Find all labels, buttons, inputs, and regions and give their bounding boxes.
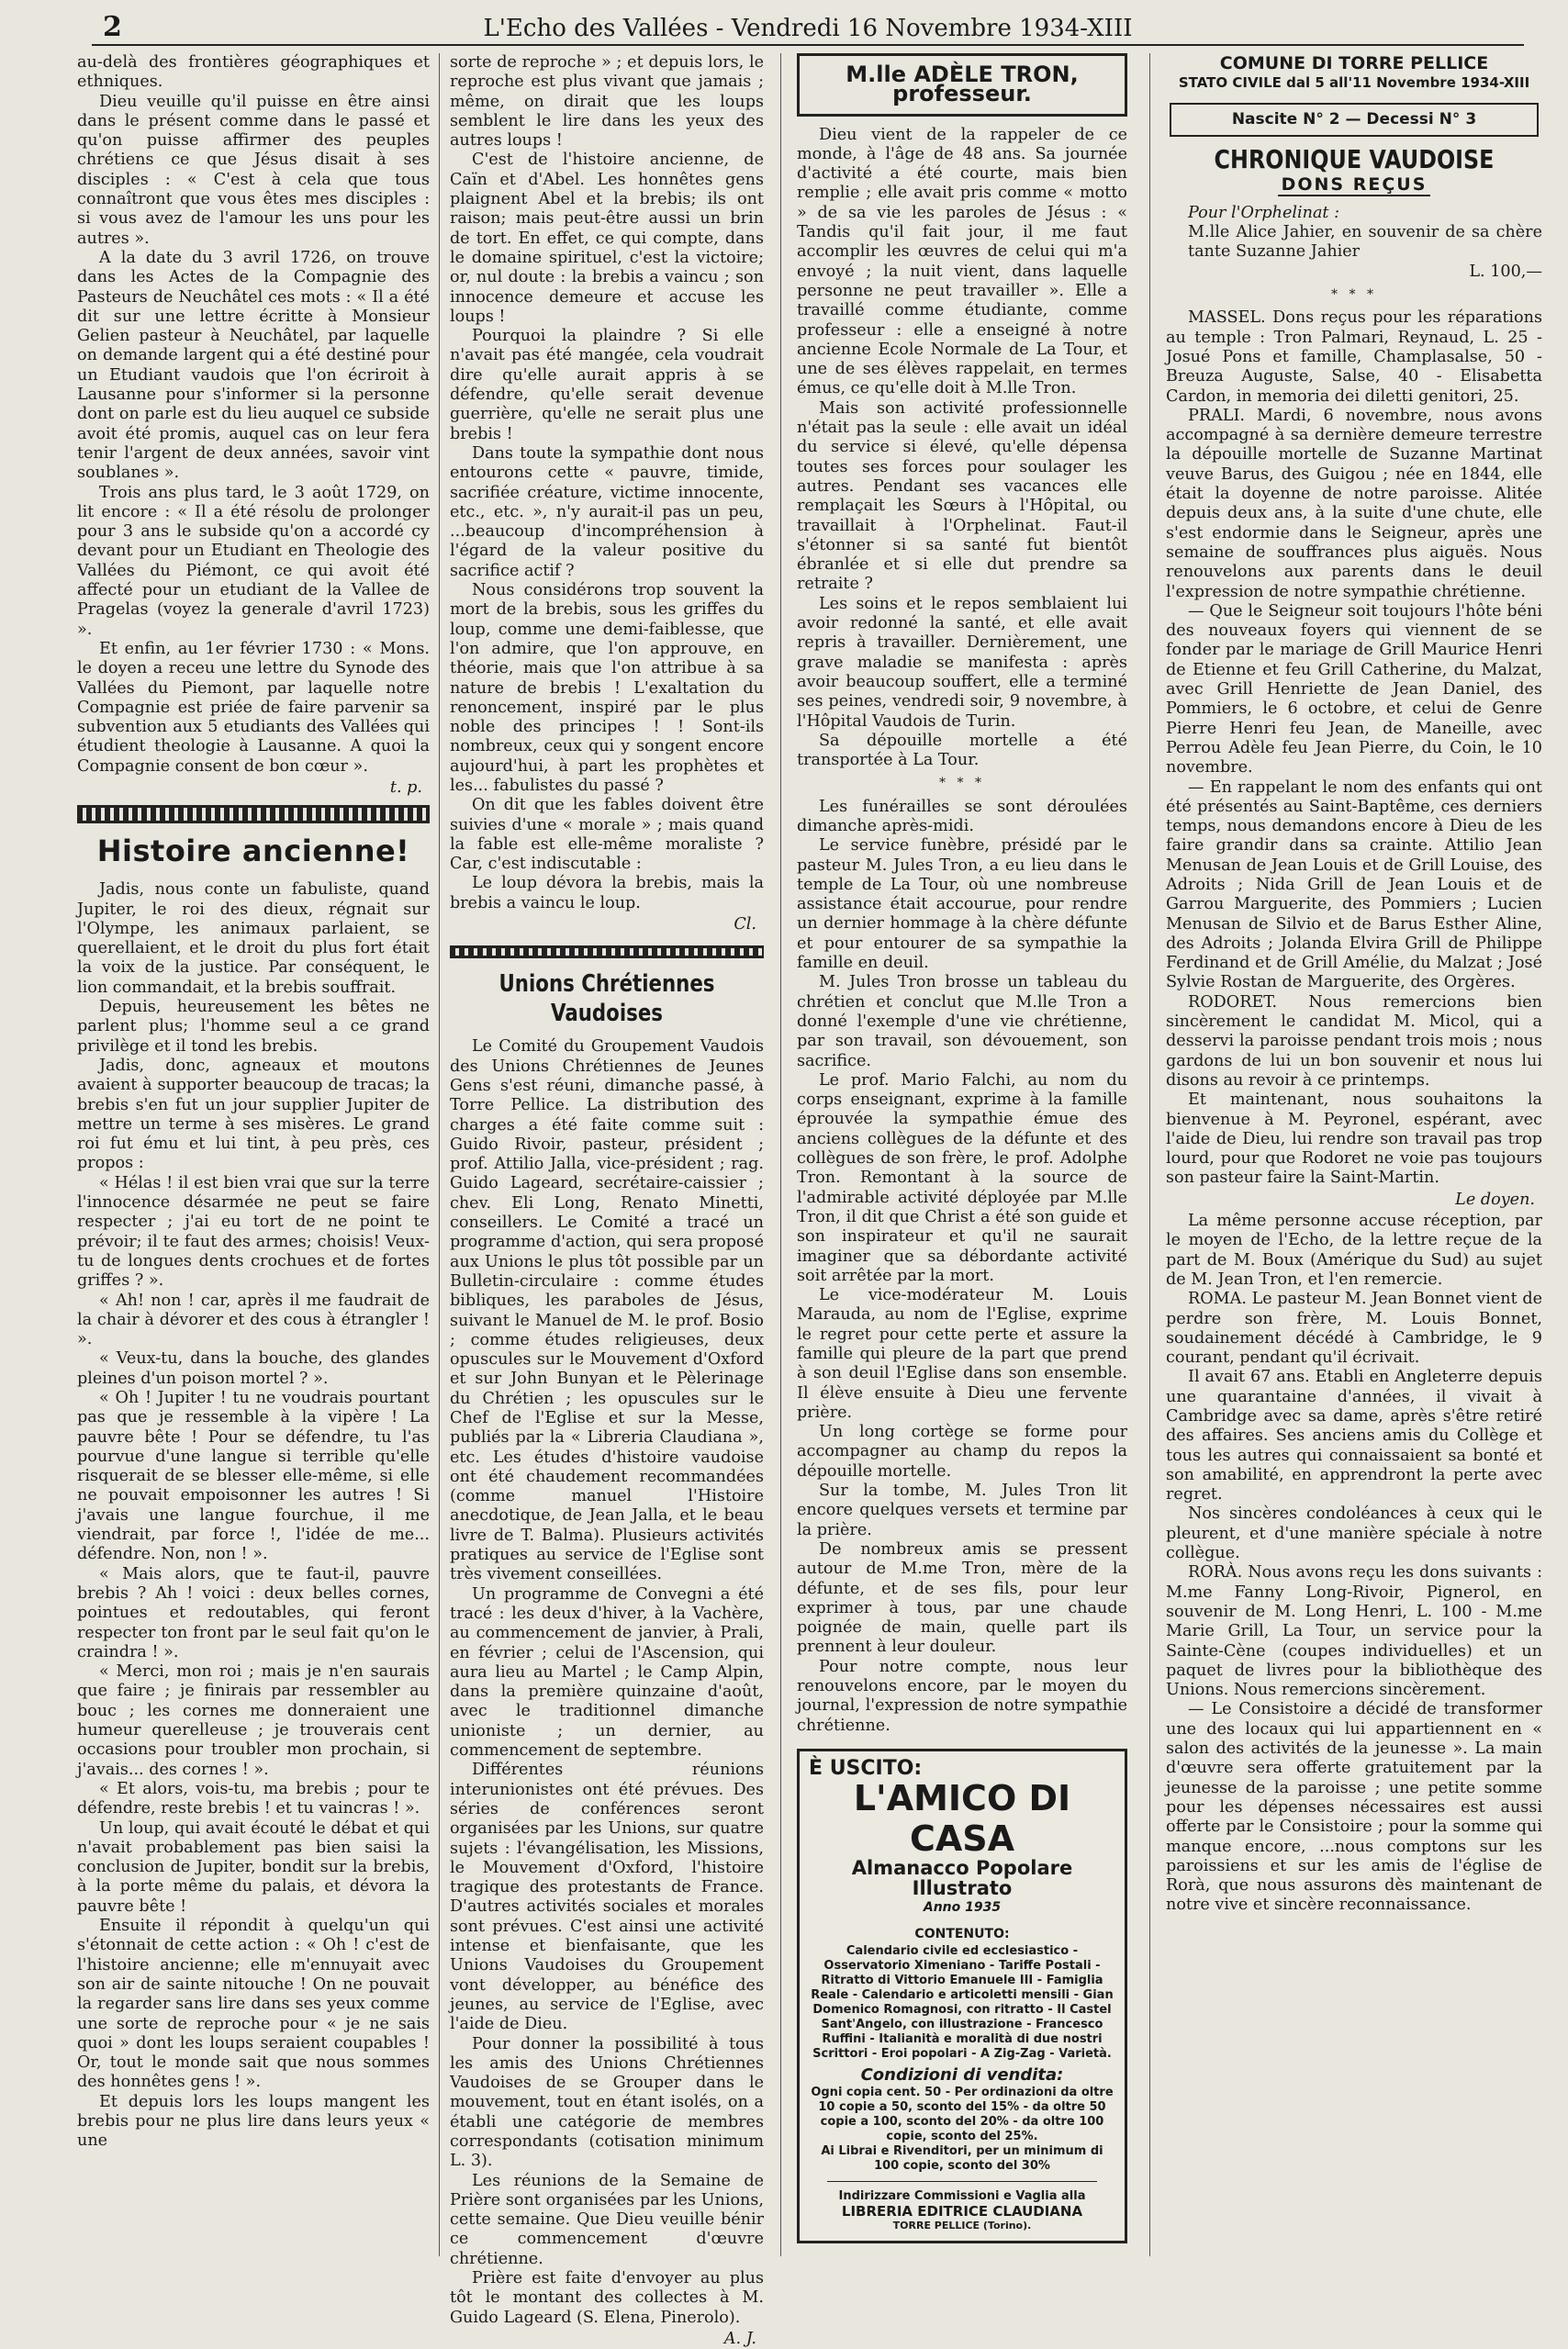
column-rule bbox=[1149, 53, 1150, 2256]
paragraph: On dit que les fables doivent être suivies d'une « morale » ; mais quand la fable est elle-même moraliste ? Car, c'est indiscutable : bbox=[450, 796, 764, 874]
paragraph: Jadis, nous conte un fabuliste, quand Jupiter, le roi des dieux, régnait sur l'Olympe, les animaux parlaient, se querellaient, et le droit du plus fort était la voix de la justice. Par conséquent, le lion commandait, et la brebis souffrait. bbox=[77, 880, 430, 997]
ad-contents: Calendario civile ed ecclesiastico - Osservatorio Ximeniano - Tariffe Postali - Ritratto di Vittorio Emanuele III - Famiglia Reale - Calendario e articoletti mensili - Gian Domenico Romagnosi, con ritratto - Il Castel Sant'Angelo, con illustrazione - Francesco Ruffini - Italianità e moralità di due nostri Scrittori - Eroi popolari - A Zig-Zag - Varietà. bbox=[811, 1944, 1114, 2062]
paragraph: MASSEL. Dons reçus pour les réparations au temple : Tron Palmari, Reynaud, L. 25 - Josué Pons et famille, Champlasalse, 50 - Breuza Auguste, Salse, 40 - Elisabetta Cardon, in memoria dei diletti genitori, 25. bbox=[1166, 308, 1542, 406]
paragraph: Dieu veuille qu'il puisse en être ainsi dans le présent comme dans le passé et qu'on puisse affirmer des peuples chrétiens ce que Jésus disait à ses disciples : « C'est à cela que tous connaîtront que vous êtes mes disciples : si vous avez de l'amour les uns pour les autres ». bbox=[77, 92, 430, 248]
column-rule bbox=[439, 53, 440, 2256]
paragraph: Sa dépouille mortelle a été transportée à La Tour. bbox=[797, 731, 1127, 770]
paragraph: Dieu vient de la rappeler de ce monde, à l'âge de 48 ans. Sa journée d'activité a été courte, mais bien remplie ; elle avait pris comme « motto » de sa vie les paroles de Jésus : « Tandis qu'il fait jour, il me faut accomplir les œuvres de celui qui m'a envoyé ; la nuit vient, dans laquelle personne ne peut travailler ». Elle a travaillé comme étudiante, comme professeur : elle a enseigné à notre ancienne Ecole Normale de La Tour, et une de ses élèves rappelait, en termes émus, ce qu'elle doit à M.lle Tron. bbox=[797, 125, 1127, 398]
paragraph: Les funérailles se sont déroulées dimanche après-midi. bbox=[797, 797, 1127, 835]
article-histoire-ancienne-continued bbox=[450, 53, 764, 934]
asterism: * * * bbox=[1331, 287, 1377, 303]
paragraph: — En rappelant le nom des enfants qui ont été présentés au Saint-Baptême, ces derniers temps, nous demandons encore à Dieu de les faire grandir dans sa crainte. Attilio Jean Menusan de Jean Louis et de Grill Louise, des Adroits ; Nida Grill de Jean Louis et de Garrou Marguerite, des Pommiers ; Lucien Menusan de Silvio et de Barus Esther Aline, des Adroits ; Jolanda Elvira Grill de Philippe Ferdinand et de Grill Amélie, du Malzat ; José Sylvie Rostan de Marguerite, des Orgères. bbox=[1166, 777, 1542, 992]
paragraph: « Merci, mon roi ; mais je n'en saurais que faire ; je finirais par ressembler au bouc ; les cornes me donneraient une humeur querelleuse ; je trouverais cent occasions pour troubler mon prochain, si j'avais... des cornes ! ». bbox=[77, 1662, 430, 1779]
paragraph: Pour donner la possibilité à tous les amis des Unions Chrétiennes Vaudoises de se Grouper dans le mouvement, tout en étant isolés, on a établi une catégorie de membres correspondants (cotisation minimum L. 3). bbox=[450, 2034, 764, 2171]
paragraph: — Le Consistoire a décidé de transformer une des locaux qui lui appartiennent en « salon des activités de la jeunesse ». La main d'œuvre sera offerte gratuitement par la jeunesse de la paroisse ; une petite somme pour les dépenses nécessaires est aussi offerte par le Consistoire ; pour la somme qui manque encore, ...nous comptons sur les paroissiens et sur les amis de l'église de Rorà, que nous assurons dès maintenant de notre vive et sincère reconnaissance. bbox=[1166, 1700, 1542, 1915]
paragraph: Nous considérons trop souvent la mort de la brebis, sous les griffes du loup, comme une demi-faiblesse, que l'on admire, que l'on approuve, en théorie, mais que l'on attribue à sa nature de brebis ! L'exaltation du renoncement, inspiré par le plus noble des principes ! ! Sont-ils nombreux, ceux qui y songent encore aujourd'hui, à part les prophètes et les... fabulistes du passé ? bbox=[450, 581, 764, 795]
dons-recus-heading: DONS REÇUS bbox=[1166, 175, 1542, 195]
paragraph: « Veux-tu, dans la bouche, des glandes pleines d'un poison mortel ? ». bbox=[77, 1349, 430, 1388]
column-3 bbox=[797, 53, 1127, 2265]
paragraph: Jadis, donc, agneaux et moutons avaient à supporter beaucoup de tracas; la brebis s'en fut un jour supplier Jupiter de mettre un terme à ses misères. Le grand roi fut ému et lui tint, à peu près, ces propos : bbox=[77, 1056, 430, 1173]
page-number: 2 bbox=[103, 11, 122, 43]
births-deaths: Nascite N° 2 — Decessi N° 3 bbox=[1231, 110, 1477, 129]
ad-conditions-2: Ai Librai e Rivenditori, per un minimum di 100 copie, sconto del 30% bbox=[821, 2143, 1103, 2173]
paragraph: Sur la tombe, M. Jules Tron lit encore quelques versets et termine par la prière. bbox=[797, 1482, 1127, 1539]
ad-contents-heading: CONTENUTO: bbox=[914, 1927, 1010, 1942]
paragraph: sorte de reproche » ; et depuis lors, le reproche est plus vivant que jamais ; même, on dirait que les loups semblent le lire dans les yeux des autres loups ! bbox=[450, 53, 764, 151]
donation-text: M.lle Alice Jahier, en souvenir de sa chère tante Suzanne Jahier bbox=[1188, 223, 1542, 262]
paragraph: au-delà des frontières géographiques et ethniques. bbox=[77, 53, 430, 92]
signature: Cl. bbox=[734, 915, 756, 934]
paragraph: Pour notre compte, nous leur renouvelons encore, par le moyen du journal, l'expression de notre sympathie chrétienne. bbox=[797, 1657, 1127, 1735]
paragraph: Et maintenant, nous souhaitons la bienvenue à M. Peyronel, espérant, avec l'aide de Dieu, lui rendre son travail pas trop lourd, pour que Rodoret ne voie pas toujours son pasteur faire la Saint-Martin. bbox=[1166, 1091, 1542, 1188]
paragraph: Depuis, heureusement les bêtes ne parlent plus; l'homme seul a ce grand privilège et il tond les brebis. bbox=[77, 998, 430, 1056]
paragraph: « Mais alors, que te faut-il, pauvre brebis ? Ah ! voici : deux belles cornes, pointues et redoutables, qui feront respecter ton front par le seul fait qu'on le craindra ! ». bbox=[77, 1564, 430, 1661]
paragraph: Le loup dévora la brebis, mais la brebis a vaincu le loup. bbox=[450, 874, 764, 912]
column-rule bbox=[780, 53, 781, 2256]
paragraph: « Hélas ! il est bien vrai que sur la terre l'innocence désarmée ne peut se faire respecter ; j'ai eu tort de ne point te prévoir; il te faut des armes; choisis! Veux-tu de longues dents crochues et de fortes griffes ? ». bbox=[77, 1173, 430, 1291]
article-title-histoire-ancienne: Histoire ancienne! bbox=[96, 833, 410, 869]
paragraph: C'est de l'histoire ancienne, de Caïn et d'Abel. Les honnêtes gens plaignent Abel et la brebis; ils ont raison; mais peut-être aussi un brin de tort. En effet, ce qui compte, dans le domaine spirituel, c'est la victoire; or, nul doute : la brebis a vaincu ; son innocence demeure et accuse les loups ! bbox=[450, 151, 764, 326]
paragraph: Un programme de Convegni a été tracé : les deux d'hiver, à la Vachère, au commencement de janvier, à Prali, en février ; celui de l'Ascension, qui aura lieu au Martel ; le Camp Alpin, dans la première quinzaine d'août, avec le traditionnel dimanche unioniste ; un dernier, au commencement de septembre. bbox=[450, 1584, 764, 1761]
article-histoire-ancienne bbox=[77, 880, 430, 2151]
ad-orders: Indirizzare Commissioni e Vaglia alla bbox=[838, 2188, 1086, 2203]
donation-entry bbox=[1166, 223, 1542, 282]
article-title-unions-chretiennes: Unions Chrétiennes Vaudoises bbox=[498, 970, 715, 1028]
paragraph: La même personne accuse réception, par le moyen de l'Echo, de la lettre reçue de la part de M. Boux (Amérique du Sud) au sujet de M. Jean Tron, et l'en remercie. bbox=[1166, 1212, 1542, 1289]
page-header bbox=[92, 7, 1524, 46]
donation-amount: L. 100,— bbox=[1469, 262, 1542, 281]
column-1 bbox=[77, 53, 430, 2265]
obituary-title-box bbox=[797, 53, 1127, 117]
article-pasteurs-neuchatel bbox=[77, 53, 430, 798]
paragraph: Et depuis lors les loups mangent les brebis pour ne plus lire dans leurs yeux « une bbox=[77, 2092, 430, 2151]
paragraph: Le Comité du Groupement Vaudois des Unions Chrétiennes de Jeunes Gens s'est réuni, dimanche passé, à Torre Pellice. La distribution des charges a été faite comme suit : Guido Rivoir, pasteur, président ; prof. Attilio Jalla, vice-président ; rag. Guido Lageard, secrétaire-caissier ; chev. Eli Long, Renato Minetti, conseillers. Le Comité a tracé un programme d'action, qui sera proposé aux Unions le plus tôt possible par un Bulletin-circulaire : comme études bibliques, les paraboles de Jésus, suivant le Manuel de M. le prof. Bosio ; comme études religieuses, deux opuscules sur le Mouvement d'Oxford et sur John Bunyan et le Pèlerinage du Chrétien ; les opuscules sur le Chef de l'Eglise et sur la Messe, publiés par la « Libreria Claudiana », etc. Les études d'histoire vaudoise ont été chaudement recommandées (comme manuel l'Histoire anecdotique, de Jean Jalla, et le beau livre de T. Balma). Plusieurs activités pratiques au service de l'Eglise sont très vivement conseillées. bbox=[450, 1037, 764, 1584]
ad-divider bbox=[827, 2181, 1097, 2182]
births-deaths-box bbox=[1170, 103, 1539, 137]
signature: A. J. bbox=[723, 2329, 756, 2348]
paragraph: Différentes réunions interunionistes ont été prévues. Des séries de conférences seront organisées par les Unions, sur quatre sujets : l'évangélisation, les Missions, le Mouvement d'Oxford, l'histoire tragique des protestants de France. D'autres activités sociales et morales sont prévues. C'est ainsi une activité intense et bienfaisante, que les Unions Vaudoises du Groupement vont développer, au bénéfice des jeunes, au service de l'Eglise, avec l'aide de Dieu. bbox=[450, 1761, 764, 2034]
article-adele-tron bbox=[797, 126, 1127, 1736]
advertisement-amico-di-casa bbox=[797, 1749, 1127, 2243]
paragraph: Trois ans plus tard, le 3 août 1729, on lit encore : « Il a été résolu de prolonger pour 3 ans le subside qu'on a accordé cy devant pour un Etudiant en Theologie des Vallées du Piémont, ce qui avoit été affecté pour un etudiant de la Vallee de Pragelas (voyez la generale d'avril 1723) ». bbox=[77, 483, 430, 639]
paragraph: Nos sincères condoléances à ceux qui le pleurent, et d'une manière spéciale à notre collègue. bbox=[1166, 1504, 1542, 1563]
masthead-title: L'Echo des Vallées - Vendredi 16 Novembre 1934-XIII bbox=[483, 15, 1133, 42]
ad-conditions-heading: Condizioni di vendita: bbox=[860, 2065, 1064, 2086]
signature: Le doyen. bbox=[1455, 1190, 1535, 1209]
paragraph: Les soins et le repos semblaient lui avoir redonné la santé, et elle avait repris à travailler. Dernièrement, une grave maladie se manifesta : après avoir beaucoup souffert, elle a terminé ses peines, vendredi soir, 9 novembre, à l'Hôpital Vaudois de Turin. bbox=[797, 594, 1127, 731]
chronique-entries bbox=[1166, 308, 1542, 1915]
asterism: * * * bbox=[939, 776, 985, 791]
paragraph: Prière est faite d'envoyer au plus tôt le montant des collectes à M. Guido Lageard (S. Elena, Pinerolo). bbox=[450, 2269, 764, 2327]
paragraph: Le vice-modérateur M. Louis Marauda, au nom de l'Eglise, exprime le regret pour cette perte et assure la famille qui pleure de la part que prend à son deuil l'Eglise dans son ensemble. Il élève ensuite à Dieu une fervente prière. bbox=[797, 1286, 1127, 1422]
paragraph: De nombreux amis se pressent autour de M.me Tron, mère de la défunte, et de ses fils, pour leur exprimer à tous, par une chaude poignée de main, quelle part ils prennent à leur douleur. bbox=[797, 1539, 1127, 1657]
section-title-chronique: CHRONIQUE VAUDOISE bbox=[1214, 144, 1495, 175]
stato-civile: STATO CIVILE dal 5 all'11 Novembre 1934-XIII bbox=[1178, 74, 1530, 91]
paragraph: Le service funèbre, présidé par le pasteur M. Jules Tron, a eu lieu dans le temple de La Tour, où une nombreuse assistance était accourue, pour rendre un dernier hommage à la chère défunte et pour entourer de sa sympathie la famille en deuil. bbox=[797, 836, 1127, 973]
paragraph: Le prof. Mario Falchi, au nom du corps enseignant, exprime à la famille éprouvée la sympathie émue des anciens collègues de la défunte et des collègues de son frère, le prof. Adolphe Tron. Remontant à la source de l'admirable activité déployée par M.lle Tron, il dit que Christ a été son guide et son inspirateur et qu'il ne saurait imaginer que sa débordante activité soit arrêtée par la mort. bbox=[797, 1070, 1127, 1285]
paragraph: Un long cortège se forme pour accompagner au champ du repos la dépouille mortelle. bbox=[797, 1423, 1127, 1481]
ad-publisher: LIBRERIA EDITRICE CLAUDIANA bbox=[841, 2202, 1083, 2220]
paragraph: Et enfin, au 1er février 1730 : « Mons. le doyen a receu une lettre du Synode des Vallées du Piemont, par laquelle notre Compagnie est priée de faire parvenir sa subvention aux 5 etudiants des Vallées qui étudient theologie à Lausanne. A quoi la Compagnie consent de bon cœur ». bbox=[77, 639, 430, 776]
paragraph: ROMA. Le pasteur M. Jean Bonnet vient de perdre son frère, M. Louis Bonnet, soudainement décédé à Cambridge, le 9 courant, pendant qu'il écrivait. bbox=[1166, 1290, 1542, 1368]
paragraph: Dans toute la sympathie dont nous entourons cette « pauvre, timide, sacrifiée créature, victime innocente, etc., etc. », n'y aurait-il pas un peu, ...beaucoup d'incompréhension à l'égard de la valeur positive du sacrifice actif ? bbox=[450, 443, 764, 580]
paragraph: — Que le Seigneur soit toujours l'hôte béni des nouveaux foyers qui viennent de se fonder par le mariage de Grill Maurice Henri de Etienne et feu Grill Catherine, du Malzat, avec Grill Henriette de Jean Daniel, des Pommiers, le 6 octobre, et celui de Genre Pierre Henri feu Jean, de Maneille, avec Perrou Adèle feu Jean Pierre, du Coin, le 10 novembre. bbox=[1166, 601, 1542, 777]
column-4 bbox=[1166, 53, 1542, 2265]
article-unions-chretiennes bbox=[450, 1037, 764, 2349]
paragraph: « Oh ! Jupiter ! tu ne voudrais pourtant pas que je ressemble à la vipère ! La pauvre bête ! Pour se défendre, tu l'as pourvue d'une langue si terrible qu'elle risquerait de se blesser elle-même, si elle ne pouvait empoisonner les autres ! Si j'avais une langue fourchue, il me viendrait, par force !, l'idée de me... défendre. Non, non ! ». bbox=[77, 1389, 430, 1564]
ad-conditions: Ogni copia cent. 50 - Per ordinazioni da oltre 10 copie a 50, sconto del 15% - da oltre 50 copie a 100, sconto del 20% - da oltre 100 copie, sconto del 25%. bbox=[811, 2085, 1114, 2143]
ad-title: L'AMICO DI CASA bbox=[853, 1778, 1071, 1860]
signature: t. p. bbox=[389, 777, 422, 797]
orphelinat-label: Pour l'Orphelinat : bbox=[1188, 203, 1340, 222]
paragraph: « Et alors, vois-tu, ma brebis ; pour te défendre, reste brebis ! et tu vaincras ! ». bbox=[77, 1779, 430, 1818]
ad-city: TORRE PELLICE (Torino). bbox=[892, 2219, 1032, 2232]
divider-ornament bbox=[450, 945, 764, 958]
ad-subtitle: Almanacco Popolare Illustrato bbox=[851, 1857, 1073, 1899]
paragraph: M. Jules Tron brosse un tableau du chrétien et conclut que M.lle Tron a donné l'exemple d'une vie chrétienne, par son travail, son dévouement, son sacrifice. bbox=[797, 973, 1127, 1070]
comune-heading: COMUNE DI TORRE PELLICE bbox=[1219, 53, 1489, 73]
paragraph: RORÀ. Nous avons reçu les dons suivants : M.me Fanny Long-Rivoir, Pignerol, en souvenir de M. Long Henri, L. 100 - M.me Marie Grill, La Tour, un service pour la Sainte-Cène (coupes individuelles) et un paquet de livres pour la bibliothèque des Unions. Nous remercions sincèrement. bbox=[1166, 1563, 1542, 1700]
paragraph: Ensuite il répondit à quelqu'un qui s'étonnait de cette action : « Oh ! c'est de l'histoire ancienne; elle m'ennuyait avec son air de sainte nitouche ! On ne pouvait la regarder sans lire dans ses yeux comme une sorte de reproche pour « je ne sais quoi » dont les loups seraient coupables ! Or, tout le monde sait que nous sommes des honnêtes gens ! ». bbox=[77, 1917, 430, 2092]
paragraph: « Ah! non ! car, après il me faudrait de la chair à dévorer et des cous à étrangler ! ». bbox=[77, 1291, 430, 1349]
paragraph: PRALI. Mardi, 6 novembre, nous avons accompagné à sa dernière demeure terrestre la dépouille mortelle de Suzanne Martinat veuve Barus, des Guigou ; née en 1844, elle était la doyenne de notre paroisse. Alitée depuis deux ans, à la suite d'une chute, elle s'est endormie dans le Seigneur, après une semaine de souffrances plus aiguës. Nous renouvelons aux parents dans le deuil l'expression de notre sympathie chrétienne. bbox=[1166, 406, 1542, 601]
paragraph: Mais son activité professionnelle n'était pas la seule : elle avait un idéal du service si élevé, qu'elle dépensa toutes ses forces pour soulager les autres. Pendant ses vacances elle remplaçait les Sœurs à l'Hôpital, ou travaillait à l'Orphelinat. Faut-il s'étonner si sa santé fut bientôt ébranlée et si elle dut prendre sa retraite ? bbox=[797, 398, 1127, 594]
column-2 bbox=[450, 53, 764, 2348]
divider-ornament bbox=[77, 805, 430, 823]
obituary-title: M.lle ADÈLE TRON, professeur. bbox=[846, 62, 1079, 107]
paragraph: Il avait 67 ans. Etabli en Angleterre depuis une quarantaine d'années, il vivait à Cambridge avec sa dame, après s'être retiré des affaires. Ses anciens amis du Collège et tous les autres qui connaissaient sa bonté et son amabilité, en apprendront la perte avec regret. bbox=[1166, 1368, 1542, 1504]
ad-esce: È USCITO: bbox=[809, 1756, 923, 1780]
paragraph: Un loup, qui avait écouté le débat et qui n'avait probablement pas bien saisi la conclusion de Jupiter, bondit sur la brebis, à la porte même du palais, et dévora la pauvre bête ! bbox=[77, 1818, 430, 1916]
paragraph: Les réunions de la Semaine de Prière sont organisées par les Unions, cette semaine. Que Dieu veuille bénir ce commencement d'œuvre chrétienne. bbox=[450, 2171, 764, 2268]
paragraph: Pourquoi la plaindre ? Si elle n'avait pas été mangée, cela voudrait dire qu'elle aurait appris à se défendre, qu'elle serait devenue guerrière, qu'elle ne serait plus une brebis ! bbox=[450, 327, 764, 443]
paragraph: A la date du 3 avril 1726, on trouve dans les Actes de la Compagnie des Pasteurs de Neuchâtel ces mots : « Il a été dit sur une lettre écritte à Monsieur Gelien pasteur à Neuchâtel, par laquelle on demande largent qui a été destiné pour un Etudiant vaudois que l'on écriroit à Lausanne pour s'informer si la personne dont on parle est du lieu auquel ce subside avoit été promis, auquel cas on leur fera tenir l'argent de deux années, savoir vint soublanes ». bbox=[77, 248, 430, 483]
ad-year: Anno 1935 bbox=[923, 1899, 1002, 1915]
paragraph: RODORET. Nous remercions bien sincèrement le candidat M. Micol, qui a desservi la paroisse pendant trois mois ; nous gardons de lui un bon souvenir et nous lui disons au revoir à ce printemps. bbox=[1166, 992, 1542, 1090]
